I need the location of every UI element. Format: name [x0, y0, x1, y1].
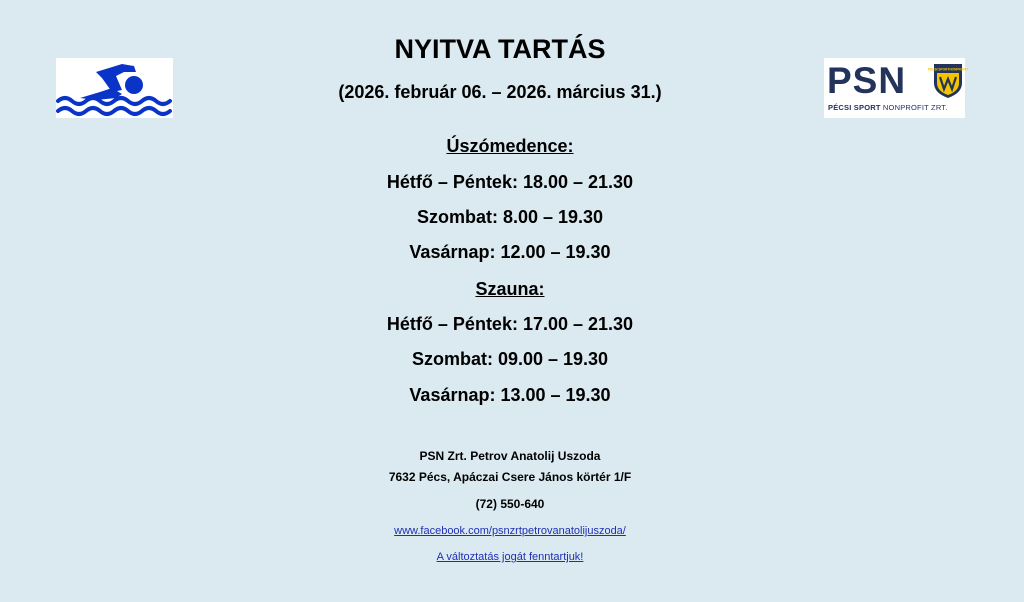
contact-name: PSN Zrt. Petrov Anatolij Uszoda	[419, 449, 601, 463]
page-title: NYITVA TARTÁS	[394, 34, 606, 64]
facebook-link[interactable]: www.facebook.com/psnzrtpetrovanatolijuszoda/	[394, 525, 626, 537]
psn-sub-light: NONPROFIT ZRT.	[880, 103, 948, 112]
pool-line-weekdays: Hétfő – Péntek: 18.00 – 21.30	[386, 172, 634, 192]
disclaimer-link[interactable]: A változtatás jogát fenntartjuk!	[436, 551, 584, 563]
psn-subtitle	[828, 103, 948, 112]
sauna-line-weekdays: Hétfő – Péntek: 17.00 – 21.30	[386, 314, 634, 334]
pool-heading: Úszómedence:	[446, 136, 574, 156]
pool-line-saturday: Szombat: 8.00 – 19.30	[416, 207, 604, 227]
contact-address: 7632 Pécs, Apáczai Csere János körtér 1/F	[388, 470, 632, 484]
period-text: (2026. február 06. – 2026. március 31.)	[338, 82, 662, 102]
contact-phone: (72) 550-640	[475, 497, 545, 511]
sauna-heading: Szauna:	[475, 279, 545, 299]
pool-line-sunday: Vasárnap: 12.00 – 19.30	[409, 242, 611, 262]
shield-text: PÉCSI SPORTNONPROFIT	[927, 67, 969, 72]
sauna-line-sunday: Vasárnap: 13.00 – 19.30	[409, 385, 611, 405]
sauna-line-saturday: Szombat: 09.00 – 19.30	[411, 349, 609, 369]
psn-sub-bold: PÉCSI SPORT	[828, 103, 881, 112]
psn-wordmark: PSN	[827, 60, 907, 101]
